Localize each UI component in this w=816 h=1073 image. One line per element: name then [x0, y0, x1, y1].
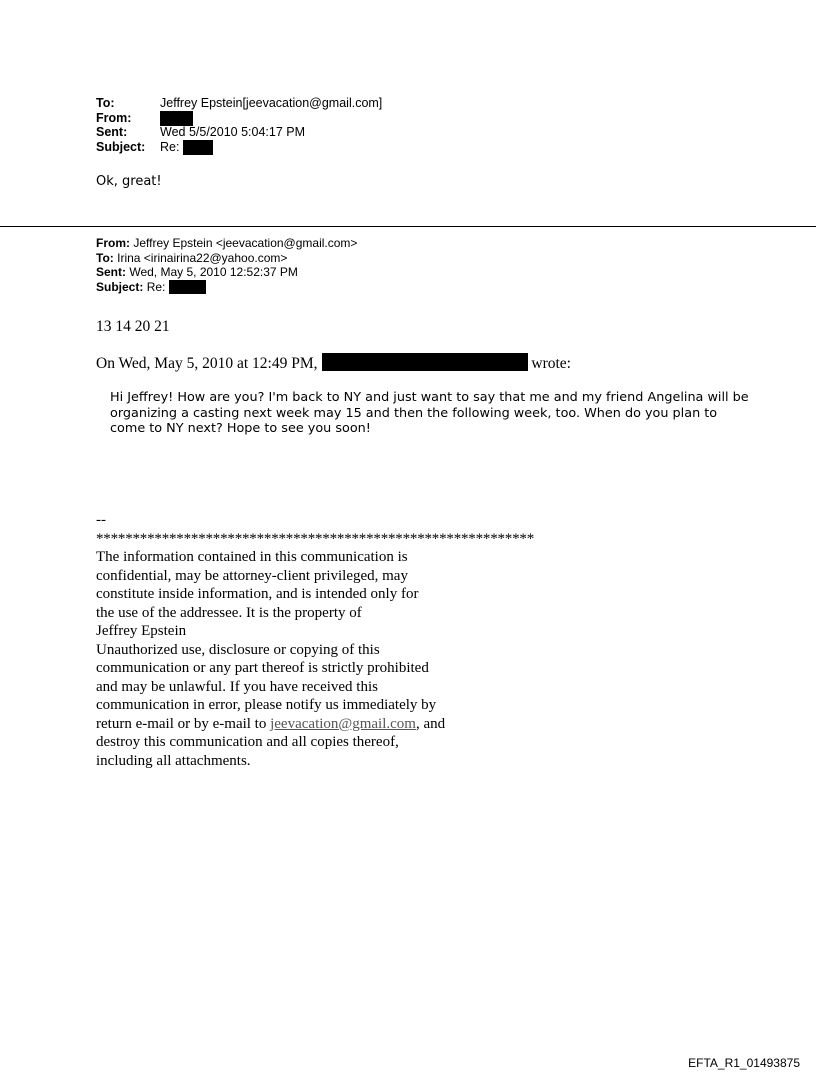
- reply-body: Ok, great!: [96, 174, 162, 189]
- original-to-row: [96, 251, 357, 266]
- disclaimer-line: and may be unlawful. If you have received this: [96, 678, 378, 695]
- quote-attribution: [96, 353, 571, 373]
- subject-value: Re:: [146, 279, 166, 294]
- email-link[interactable]: jeevacation@gmail.com: [270, 715, 416, 732]
- separator-line: [0, 226, 816, 227]
- return-prefix: return e-mail or by e-mail to: [96, 715, 271, 732]
- from-label: From:: [96, 236, 130, 250]
- from-value: Jeffrey Epstein <jeevacation@gmail.com>: [133, 236, 358, 250]
- original-from-row: [96, 236, 357, 251]
- disclaimer-line: including all attachments.: [96, 752, 251, 769]
- signature-dashes: --: [96, 512, 106, 528]
- disclaimer-line: The information contained in this communication is: [96, 549, 408, 565]
- original-subject-row: [96, 280, 357, 295]
- disclaimer-line: communication in error, please notify us immediately by: [96, 697, 437, 713]
- disclaimer-line: the use of the addressee. It is the property of: [96, 604, 362, 621]
- redaction-box: [322, 353, 528, 371]
- quote-intro: On Wed, May 5, 2010 at 12:49 PM,: [96, 355, 318, 372]
- redaction-box: [169, 280, 206, 294]
- to-label: To:: [96, 250, 114, 265]
- sent-label: Sent:: [96, 265, 126, 279]
- to-value: Jeffrey Epstein[jeevacation@gmail.com]: [160, 96, 383, 110]
- signature-block: [96, 511, 534, 770]
- sent-value: Wed 5/5/2010 5:04:17 PM: [160, 125, 306, 139]
- subject-value: Re:: [160, 139, 180, 154]
- to-label: To:: [96, 96, 115, 110]
- disclaimer-line: Jeffrey Epstein: [96, 623, 187, 639]
- sent-value: Wed, May 5, 2010 12:52:37 PM: [129, 265, 298, 279]
- disclaimer-line: communication or any part thereof is strictly prohibited: [96, 660, 429, 676]
- disclaimer-line: confidential, may be attorney-client privileged, may: [96, 567, 408, 584]
- signature-stars: ************************************************************: [96, 530, 535, 547]
- document-id: EFTA_R1_01493875: [688, 1056, 800, 1070]
- to-value: Irina <irinairina22@yahoo.com>: [117, 250, 288, 265]
- redaction-box: [160, 111, 193, 126]
- quoted-message: Hi Jeffrey! How are you? I'm back to NY and just want to say that me and my friend Angelina will be organizing a casting next week may 15 and then the following week, too. When do you plan to come to NY next? Hope to see you soon!: [110, 390, 749, 436]
- sent-label: Sent:: [96, 125, 128, 139]
- message-body: 13 14 20 21: [96, 318, 170, 335]
- disclaimer-line: [96, 715, 534, 734]
- return-suffix: , and: [415, 715, 446, 732]
- redaction-box: [183, 140, 213, 155]
- from-label: From:: [96, 110, 132, 125]
- disclaimer-line: Unauthorized use, disclosure or copying of this: [96, 641, 380, 658]
- disclaimer-line: destroy this communication and all copies thereof,: [96, 734, 399, 750]
- disclaimer-line: constitute inside information, and is intended only for: [96, 586, 419, 602]
- original-header: [96, 236, 357, 294]
- quote-wrote: wrote:: [531, 355, 571, 372]
- subject-label: Subject:: [96, 139, 146, 154]
- subject-label: Subject:: [96, 279, 144, 294]
- original-sent-row: [96, 265, 357, 280]
